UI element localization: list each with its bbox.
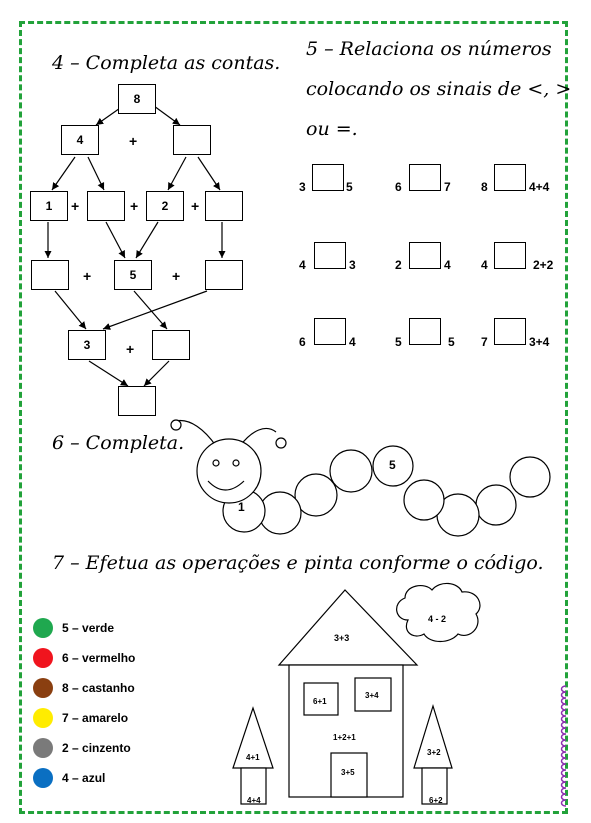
- window-right-label: 3+4: [365, 691, 379, 700]
- caterpillar-number-5: 5: [389, 458, 396, 472]
- plus-sign: +: [83, 268, 92, 284]
- legend-label: 7 – amarelo: [62, 711, 129, 725]
- legend-label: 8 – castanho: [62, 681, 135, 695]
- compare-left: 6: [395, 180, 402, 194]
- compare-right: 2+2: [533, 258, 554, 272]
- compare-left: 5: [395, 335, 402, 349]
- exercise-4-title: 4 – Completa as contas.: [52, 52, 281, 74]
- plus-sign: +: [129, 133, 138, 149]
- compare-left: 3: [299, 180, 306, 194]
- compare-right: 5: [346, 180, 353, 194]
- legend-label: 5 – verde: [62, 621, 115, 635]
- exercise-5-title-line2: colocando os sinais de <, >: [306, 78, 572, 100]
- compare-left: 7: [481, 335, 488, 349]
- window-left-label: 6+1: [313, 697, 327, 706]
- tree-box-r5-1[interactable]: 3: [68, 330, 106, 360]
- legend-label: 4 – azul: [62, 771, 106, 785]
- door-label: 3+5: [341, 768, 355, 777]
- legend-label: 2 – cinzento: [62, 741, 131, 755]
- compare-left: 4: [299, 258, 306, 272]
- roof-label: 3+3: [334, 633, 350, 643]
- tree-right-trunk-label: 6+2: [429, 796, 443, 805]
- plus-sign: +: [126, 341, 135, 357]
- compare-right: 4: [349, 335, 356, 349]
- plus-sign: +: [172, 268, 181, 284]
- compare-left: 2: [395, 258, 402, 272]
- tree-box-r2-1[interactable]: 4: [61, 125, 99, 155]
- tree-box-r3-3[interactable]: 2: [146, 191, 184, 221]
- plus-sign: +: [191, 198, 200, 214]
- compare-left: 6: [299, 335, 306, 349]
- plus-sign: +: [71, 198, 80, 214]
- tree-right-top-label: 3+2: [427, 748, 441, 757]
- compare-right: 3: [349, 258, 356, 272]
- tree-box-r4-2[interactable]: 5: [114, 260, 152, 290]
- exercise-5-title-line3: ou =.: [306, 118, 358, 140]
- caterpillar-number-1: 1: [238, 500, 245, 514]
- compare-right: 4: [444, 258, 451, 272]
- compare-right: 3+4: [529, 335, 550, 349]
- exercise-5-title-line1: 5 – Relaciona os números: [306, 38, 552, 60]
- compare-right: 7: [444, 180, 451, 194]
- tree-left-top-label: 4+1: [246, 753, 260, 762]
- compare-left: 4: [481, 258, 488, 272]
- exercise-7-title: 7 – Efetua as operações e pinta conforme o código.: [52, 552, 544, 574]
- legend-label: 6 – vermelho: [62, 651, 136, 665]
- tree-box-top[interactable]: 8: [118, 84, 156, 114]
- tree-box-r3-1[interactable]: 1: [30, 191, 68, 221]
- compare-left: 8: [481, 180, 488, 194]
- cloud-label: 4 - 2: [428, 614, 447, 624]
- tree-left-trunk-label: 4+4: [247, 796, 261, 805]
- exercise-6-title: 6 – Completa.: [52, 432, 185, 454]
- plus-sign: +: [130, 198, 139, 214]
- wall-label: 1+2+1: [333, 733, 356, 742]
- compare-right: 4+4: [529, 180, 550, 194]
- compare-right: 5: [448, 335, 455, 349]
